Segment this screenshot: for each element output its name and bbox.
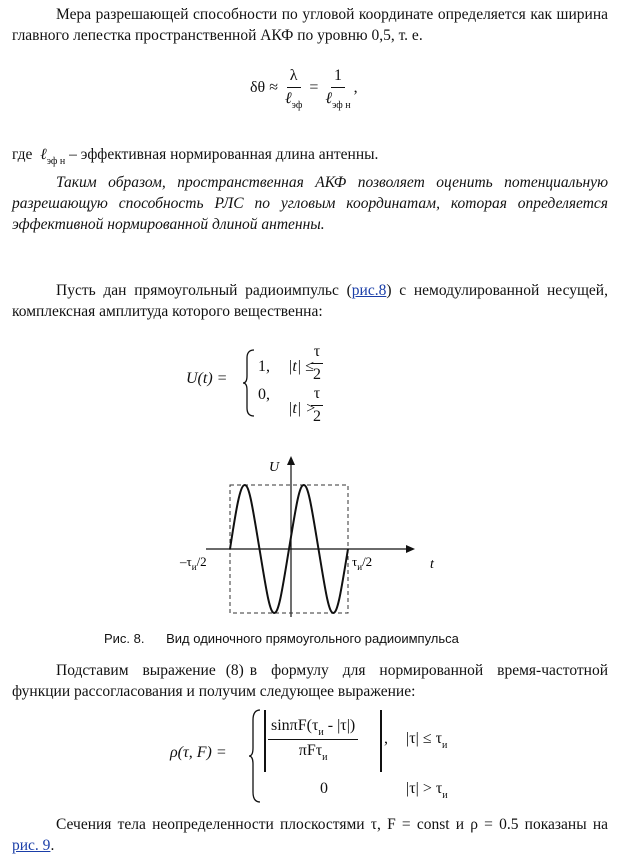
x-axis-label: t — [430, 557, 434, 572]
x-axis-arrow — [406, 545, 415, 553]
formula-lhs: U(t) = — [186, 370, 228, 387]
sinc-denominator: πFτ$_и$ — [298, 742, 328, 763]
caption-number: Рис. 8. — [104, 631, 145, 646]
fraction-numerator: 1 — [331, 66, 345, 88]
paragraph-where: где ℓ$_{эф н}$ – эффективная нормированная длина антенны. — [12, 146, 379, 167]
figure-link-9[interactable]: рис. 9 — [12, 837, 51, 854]
equals-sign: = — [309, 79, 319, 97]
caption-text: Вид одиночного прямоугольного радиоимпульса — [166, 631, 459, 646]
fraction-denominator: ℓ$_{эф}$ — [284, 90, 303, 111]
y-axis-arrow — [287, 456, 295, 465]
fraction-denominator: ℓ$_{эф н}$ — [325, 90, 351, 111]
case2-condition: $|\tau| > \tau_и$ — [406, 780, 448, 801]
formula-lhs: ρ(τ, F) = — [170, 744, 227, 761]
sinc-fraction — [268, 716, 358, 763]
paragraph-rect-pulse: Пусть дан прямоугольный радиоимпульс (рис.8) с немодулированной несущей, комплексная амплитуда которого вещественна: — [12, 282, 608, 320]
case2-condition: |t| > — [288, 400, 317, 417]
y-axis-label: U — [269, 460, 280, 475]
paragraph-sections: Сечения тела неопределенности плоскостями τ, F = const и ρ = 0.5 показаны на рис. 9. — [12, 816, 608, 854]
case2-value: 0, — [258, 386, 270, 403]
fraction-lambda — [282, 66, 305, 111]
sinc-numerator: $\sin\pi F(\tau_и - |\tau|)$ — [268, 716, 358, 740]
case1-condition: |t| ≤ — [288, 358, 315, 375]
left-tick-label: $-\tau_и/2$ — [180, 554, 207, 572]
formula-delta-theta — [250, 66, 358, 111]
equation-ref-8: (8) — [225, 662, 244, 679]
case1-value: 1, — [258, 358, 270, 375]
formula-u-of-t — [186, 342, 386, 430]
abs-bar-right — [380, 710, 382, 772]
paragraph-substitute: Подставим выражение (8) в формулу для нормированной время-частотной функции рассогласования и получим следующее выражение: — [12, 662, 608, 700]
left-brace — [242, 348, 256, 418]
pulse-figure — [170, 452, 450, 622]
figure-link-8[interactable]: рис.8 — [351, 282, 387, 299]
paragraph-conclusion: Таким образом, пространственная АКФ позволяет оценить потенциальную разрешающую способность РЛС по угловым координатам, которая определяется эффективной нормированной длиной антенны. — [12, 174, 608, 233]
formula-comma: , — [353, 79, 358, 97]
case1-condition: $|\tau| \le \tau_и$ — [406, 730, 448, 751]
case2-value: 0 — [320, 780, 328, 797]
formula-rho: ρ(τ, F) = $\sin\pi F(\tau_и - |\tau|)$ πFτ$_и$ , $|\tau| \le \tau_и$ 0 $|\tau| > \tau_и$ — [170, 708, 500, 804]
case1-fraction: $\frac{\tau}{2}$ — [310, 342, 324, 385]
paragraph-angular-resolution: Мера разрешающей способности по угловой координате определяется как ширина главного лепестка пространственной АКФ по уровню 0,5, т. е. — [12, 6, 608, 44]
fraction-numerator: λ — [287, 66, 301, 88]
abs-bar-left — [264, 710, 266, 772]
formula-lhs: δθ ≈ — [250, 79, 278, 97]
left-brace — [248, 708, 262, 804]
fraction-one — [322, 66, 353, 111]
case2-fraction: $\frac{\tau}{2}$ — [310, 384, 324, 427]
right-tick-label: $\tau_и/2$ — [352, 554, 373, 572]
figure-caption — [104, 631, 459, 646]
